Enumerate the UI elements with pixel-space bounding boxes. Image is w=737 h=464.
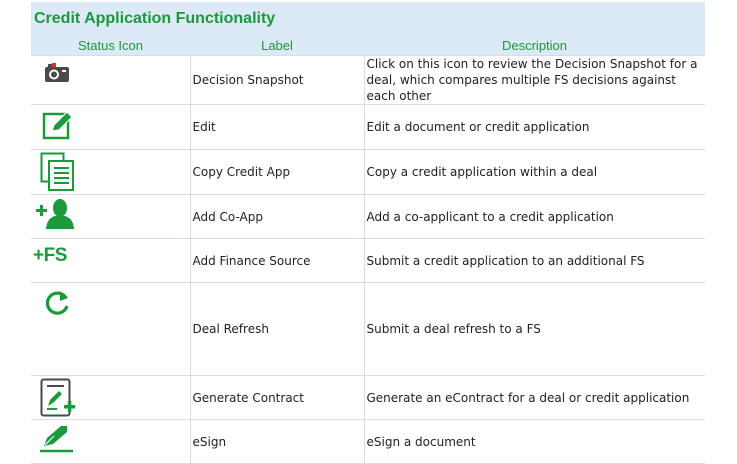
- row-label: Copy Credit App: [190, 150, 364, 195]
- edit-icon[interactable]: [42, 110, 74, 140]
- row-label: Deal Refresh: [190, 283, 364, 376]
- add-fs-icon[interactable]: +FS: [33, 245, 67, 266]
- table-row: [31, 420, 705, 464]
- table-row: [31, 283, 705, 376]
- header-row: [31, 35, 705, 56]
- esign-pen-icon[interactable]: [39, 424, 75, 454]
- table-row: [31, 105, 705, 150]
- row-description: Edit a document or credit application: [364, 105, 705, 150]
- row-description: Add a co-applicant to a credit application: [364, 195, 705, 239]
- credit-app-functionality-table: [31, 2, 705, 464]
- row-label: Edit: [190, 105, 364, 150]
- table-row: [31, 239, 705, 283]
- table-row: [31, 56, 705, 105]
- copy-document-icon[interactable]: [40, 152, 76, 192]
- refresh-icon[interactable]: [43, 289, 71, 317]
- row-description: eSign a document: [364, 420, 705, 464]
- generate-contract-icon[interactable]: [40, 378, 76, 418]
- row-description: Submit a credit application to an additional FS: [364, 239, 705, 283]
- row-description: Click on this icon to review the Decision Snapshot for a deal, which compares multiple FS decisions against each other: [364, 56, 705, 105]
- page-title: Credit Application Functionality: [31, 2, 705, 35]
- table-row: [31, 376, 705, 420]
- table-row: [31, 150, 705, 195]
- header-status-icon: Status Icon: [31, 35, 190, 56]
- camera-icon[interactable]: [44, 63, 70, 83]
- functionality-table: [31, 35, 705, 464]
- row-description: Copy a credit application within a deal: [364, 150, 705, 195]
- table-row: [31, 195, 705, 239]
- row-label: Decision Snapshot: [190, 56, 364, 105]
- header-description: Description: [364, 35, 705, 56]
- header-label: Label: [190, 35, 364, 56]
- add-user-icon[interactable]: [36, 198, 76, 230]
- row-label: Generate Contract: [190, 376, 364, 420]
- row-label: Add Co-App: [190, 195, 364, 239]
- row-description: Submit a deal refresh to a FS: [364, 283, 705, 376]
- row-label: eSign: [190, 420, 364, 464]
- row-description: Generate an eContract for a deal or credit application: [364, 376, 705, 420]
- row-label: Add Finance Source: [190, 239, 364, 283]
